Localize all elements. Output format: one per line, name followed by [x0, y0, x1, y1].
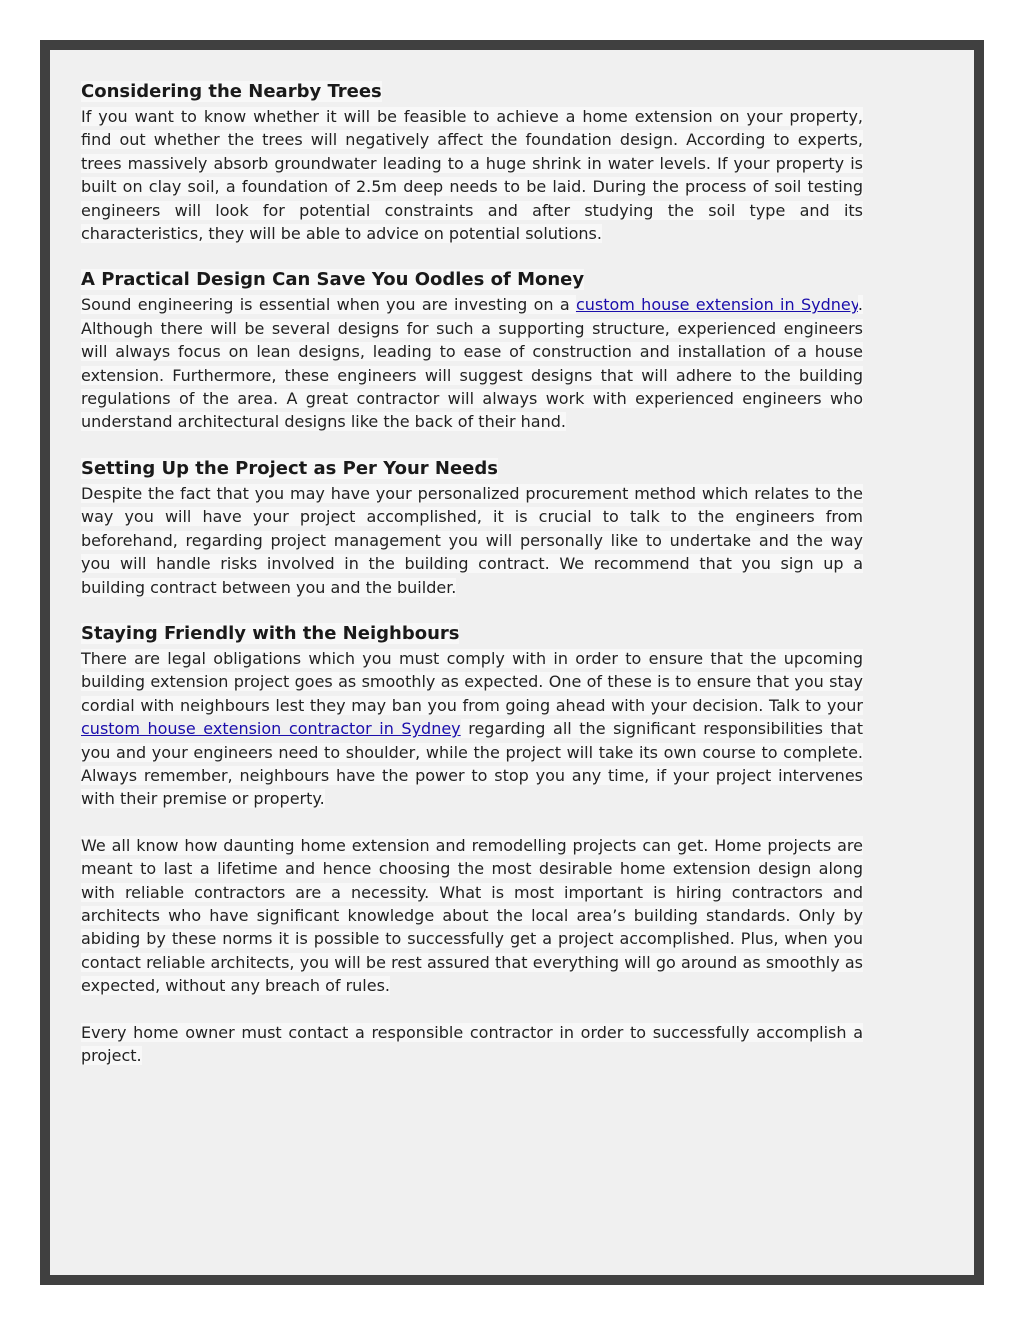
custom-house-extension-contractor-link[interactable]: custom house extension contractor in Sydney [81, 719, 461, 739]
section-heading: Considering the Nearby Trees [81, 81, 382, 102]
closing-paragraph-1 [81, 834, 863, 998]
custom-house-extension-link[interactable]: custom house extension in Sydney [575, 295, 858, 315]
body-paragraph: Every home owner must contact a responsible contractor in order to successfully accomplish a project. [81, 1022, 863, 1065]
body-paragraph: We all know how daunting home extension and remodelling projects can get. Home projects are meant to last a lifetime and hence choosing the most desirable home extension design along with reliable contractors are a necessity. What is most important is hiring contractors and architects who have significant knowledge about the local area’s building standards. Only by abiding by these norms it is possible to successfully get a project accomplished. Plus, when you contact reliable architects, you will be rest assured that everything will go around as smoothly as expected, without any breach of rules. [81, 835, 863, 996]
section-neighbours [81, 622, 863, 811]
section-paragraph: There are legal obligations which you must comply with in order to ensure that the upcoming building extension project goes as smoothly as expected. One of these is to ensure that you stay cordial with neighbours lest they may ban you from going ahead with your decision. Talk to your custom house extension contractor in Sydney regarding all the significant responsibilities that you and your engineers need to shoulder, while the project will take its own course to complete. Always remember, neighbours have the power to stop you any time, if your project intervenes with their premise or property. [81, 648, 864, 809]
section-heading: Staying Friendly with the Neighbours [81, 622, 460, 644]
section-heading: Setting Up the Project as Per Your Needs [81, 457, 498, 479]
section-practical-design [81, 268, 863, 433]
section-paragraph: If you want to know whether it will be feasible to achieve a home extension on your property, find out whether the trees will negatively affect the foundation design. According to experts, trees massively absorb groundwater leading to a huge shrink in water levels. If your property is built on clay soil, a foundation of 2.5m deep needs to be laid. During the process of soil testing engineers will look for potential constraints and after studying the soil type and its characteristics, they will be able to advice on potential solutions. [81, 107, 863, 244]
section-project-needs [81, 457, 863, 599]
section-paragraph: Despite the fact that you may have your personalized procurement method which relates to the way you will have your project accomplished, it is crucial to talk to the engineers from beforehand, regarding project management you will personally like to undertake and the way you will handle risks involved in the building contract. We recommend that you sign up a building contract between you and the builder. [81, 483, 863, 597]
section-nearby-trees [81, 80, 863, 245]
section-heading: A Practical Design Can Save You Oodles of Money [81, 269, 585, 291]
closing-paragraph-2 [81, 1021, 863, 1068]
section-paragraph: Sound engineering is essential when you are investing on a custom house extension in Sydney. Although there will be several designs for such a supporting structure, experienced engineers will always focus on lean designs, leading to ease of construction and installation of a house extension. Furthermore, these engineers will suggest designs that will adhere to the building regulations of the area. A great contractor will always work with experienced engineers who understand architectural designs like the back of their hand. [81, 295, 863, 432]
document-body [81, 80, 863, 1090]
